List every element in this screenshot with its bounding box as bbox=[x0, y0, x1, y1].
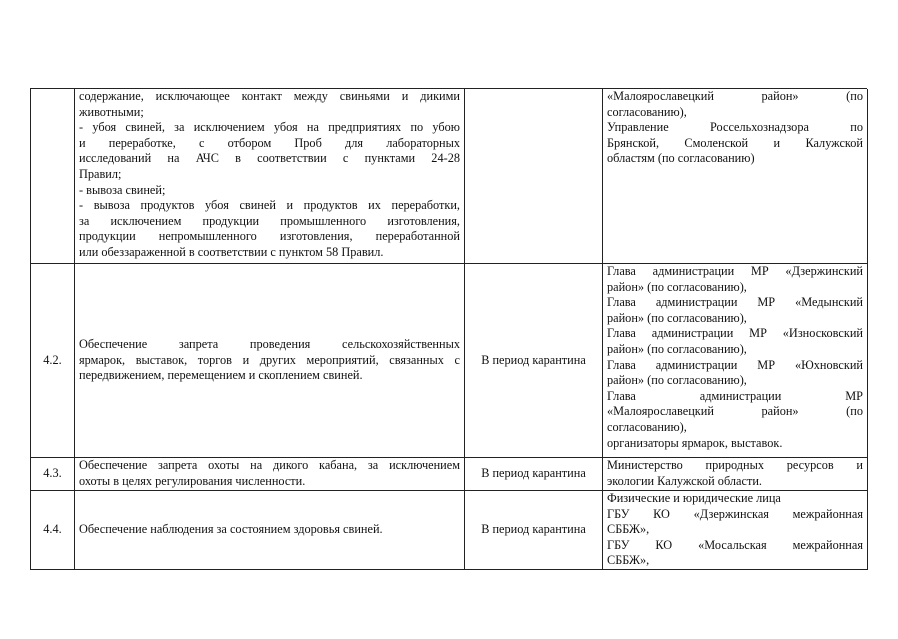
responsible-line: район» (по согласованию), bbox=[607, 373, 747, 388]
measure-line: Правил; bbox=[79, 166, 122, 181]
responsible-line: Глава администрации МР bbox=[607, 388, 863, 403]
responsible-line: согласованию), bbox=[607, 104, 687, 119]
measure-cell bbox=[75, 458, 465, 491]
row-number-cell bbox=[31, 89, 75, 264]
term-cell: В период карантина bbox=[465, 458, 603, 491]
responsible-line: «Малоярославецкий район» (по bbox=[607, 404, 863, 419]
responsible-line: Глава администрации МР «Дзержинский bbox=[607, 264, 863, 278]
measure-line: исследований на АЧС в соответствии с пунктами 24-28 bbox=[79, 151, 460, 166]
measure-line: охоты в целях регулирования численности. bbox=[79, 473, 306, 488]
measure-line: животными; bbox=[79, 104, 144, 119]
measure-line: Обеспечение запрета охоты на дикого кабана, за исключением bbox=[79, 458, 460, 472]
measure-line: Обеспечение наблюдения за состоянием здоровья свиней. bbox=[79, 522, 383, 537]
table-row-4-4 bbox=[31, 491, 868, 570]
row-number-cell: 4.4. bbox=[31, 491, 75, 570]
term-cell bbox=[465, 89, 603, 264]
measure-line: - вывоза свиней; bbox=[79, 182, 166, 197]
responsible-line: ГБУ КО «Мосальская межрайонная bbox=[607, 537, 863, 552]
responsible-line: экологии Калужской области. bbox=[607, 473, 762, 488]
measure-line: продукции непромышленного изготовления, переработанной bbox=[79, 229, 460, 244]
responsible-line: район» (по согласованию), bbox=[607, 279, 747, 294]
measure-line: содержание, исключающее контакт между свиньями и дикими bbox=[79, 89, 460, 103]
measure-line: и переработке, с отбором Проб для лабораторных bbox=[79, 135, 460, 150]
measure-line: - убоя свиней, за исключением убоя на предприятиях по убою bbox=[79, 120, 460, 135]
table-row-4-2 bbox=[31, 264, 868, 458]
responsible-line: организаторы ярмарок, выставок. bbox=[607, 435, 783, 450]
responsible-line: Брянской, Смоленской и Калужской bbox=[607, 135, 863, 150]
responsible-cell bbox=[603, 264, 868, 458]
table-row-continuation bbox=[31, 89, 868, 264]
table-row-4-3 bbox=[31, 458, 868, 491]
responsible-line: областям (по согласованию) bbox=[607, 151, 755, 166]
row-number-cell: 4.3. bbox=[31, 458, 75, 491]
responsible-line: Глава администрации МР «Износковский bbox=[607, 326, 863, 341]
responsible-cell bbox=[603, 491, 868, 570]
term-cell: В период карантина bbox=[465, 491, 603, 570]
measure-line: ярмарок, выставок, торгов и других мероприятий, связанных с bbox=[79, 352, 460, 367]
responsible-line: ГБУ КО «Дзержинская межрайонная bbox=[607, 506, 863, 521]
measure-cell bbox=[75, 491, 465, 570]
measure-cell bbox=[75, 89, 465, 264]
responsible-line: Министерство природных ресурсов и bbox=[607, 458, 863, 472]
measure-cell bbox=[75, 264, 465, 458]
measure-line: Обеспечение запрета проведения сельскохозяйственных bbox=[79, 337, 460, 352]
responsible-line: район» (по согласованию), bbox=[607, 310, 747, 325]
measure-line: - вывоза продуктов убоя свиней и продуктов их переработки, bbox=[79, 198, 460, 213]
responsible-line: СББЖ», bbox=[607, 522, 650, 537]
responsible-line: согласованию), bbox=[607, 419, 687, 434]
responsible-line: Глава администрации МР «Юхновский bbox=[607, 357, 863, 372]
measures-table bbox=[30, 89, 868, 570]
measure-line: передвижением, перемещением и скоплением свиней. bbox=[79, 368, 363, 383]
responsible-line: Глава администрации МР «Медынский bbox=[607, 295, 863, 310]
responsible-line: район» (по согласованию), bbox=[607, 341, 747, 356]
measure-line: или обеззараженной в соответствии с пунктом 58 Правил. bbox=[79, 244, 384, 259]
row-number-cell: 4.2. bbox=[31, 264, 75, 458]
term-cell: В период карантина bbox=[465, 264, 603, 458]
responsible-cell bbox=[603, 458, 868, 491]
responsible-cell bbox=[603, 89, 868, 264]
responsible-line: Управление Россельхознадзора по bbox=[607, 120, 863, 135]
responsible-line: «Малоярославецкий район» (по bbox=[607, 89, 863, 103]
responsible-line: Физические и юридические лица bbox=[607, 491, 781, 505]
responsible-line: СББЖ», bbox=[607, 553, 650, 568]
measure-line: за исключением продукции промышленного изготовления, bbox=[79, 213, 460, 228]
